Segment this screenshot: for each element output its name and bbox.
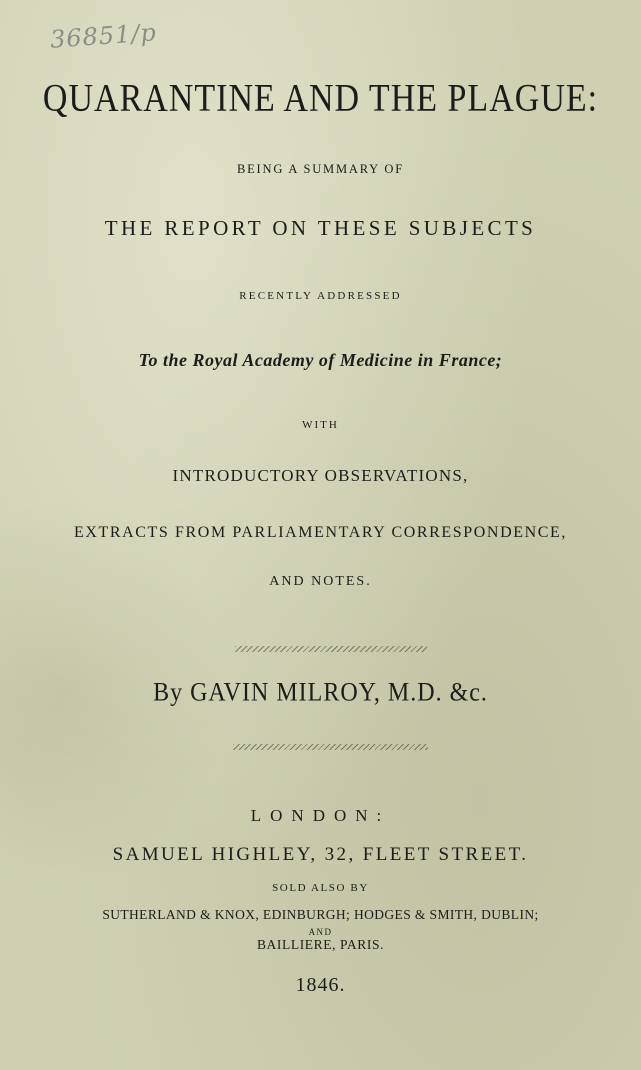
subtitle-report: THE REPORT ON THESE SUBJECTS xyxy=(104,216,537,240)
introductory-line: INTRODUCTORY OBSERVATIONS, xyxy=(172,466,469,485)
imprint-bailliere: BAILLIERE, PARIS. xyxy=(256,937,385,952)
imprint-agents: SUTHERLAND & KNOX, EDINBURGH; HODGES & SMITH, DUBLIN; xyxy=(102,907,539,922)
ornamental-rule-top xyxy=(235,646,427,652)
subtitle-recently: RECENTLY ADDRESSED xyxy=(239,290,402,302)
imprint-city: LONDON: xyxy=(250,806,391,825)
imprint-sold-also-by: SOLD ALSO BY xyxy=(272,882,369,894)
book-title: QUARANTINE AND THE PLAGUE: xyxy=(42,77,599,120)
imprint-publisher: SAMUEL HIGHLEY, 32, FLEET STREET. xyxy=(112,844,529,865)
with-line: WITH xyxy=(302,419,339,431)
notes-line: AND NOTES. xyxy=(269,574,372,589)
extracts-line: EXTRACTS FROM PARLIAMENTARY CORRESPONDENCE, xyxy=(73,524,568,541)
handwritten-shelfmark: 36851/p xyxy=(49,18,158,54)
subtitle-being: BEING A SUMMARY OF xyxy=(236,162,405,176)
imprint-and: AND xyxy=(308,927,333,937)
author-line: By GAVIN MILROY, M.D. &c. xyxy=(153,678,488,708)
imprint-year: 1846. xyxy=(295,974,346,996)
dedication-line: To the Royal Academy of Medicine in France; xyxy=(138,350,503,370)
ornamental-rule-bottom xyxy=(233,744,428,750)
